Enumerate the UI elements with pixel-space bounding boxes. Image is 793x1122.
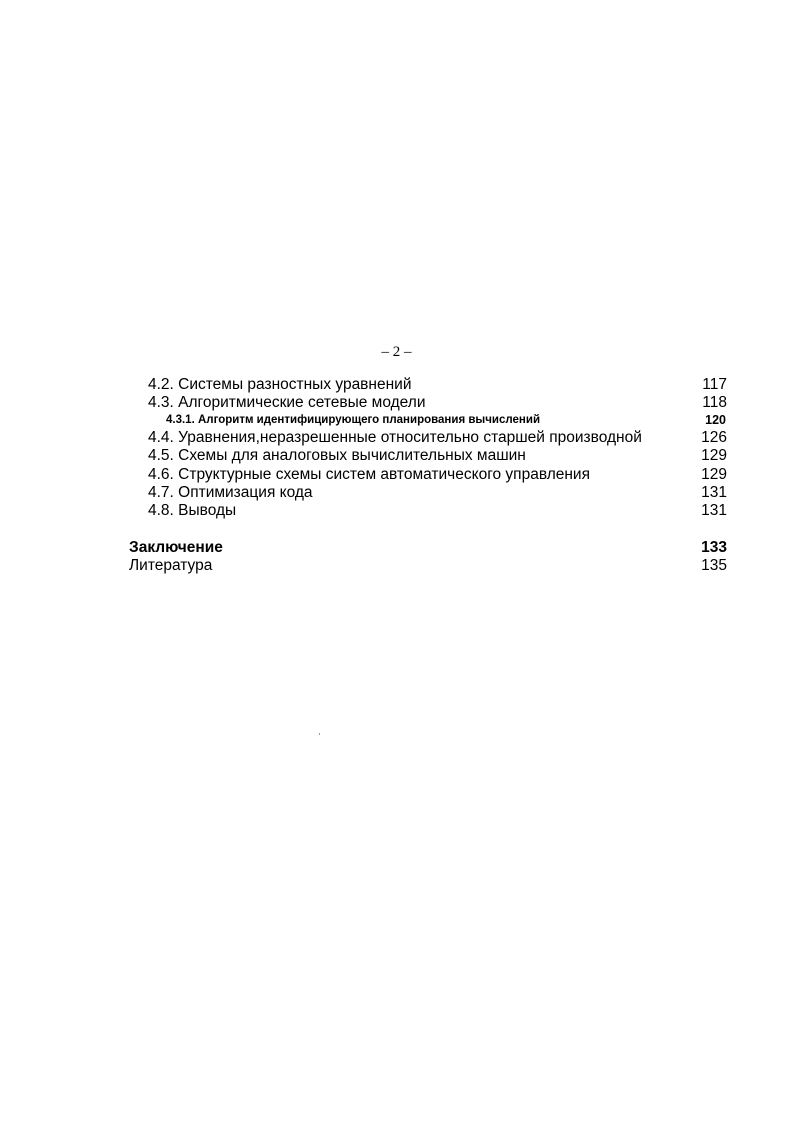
toc-entry-label: 4.3. Алгоритмические сетевые модели: [148, 394, 426, 411]
toc-entry-label: 4.2. Системы разностных уравнений: [148, 376, 412, 393]
toc-entry-label: 4.3.1. Алгоритм идентифицирующего планирования вычислений: [166, 414, 541, 426]
toc-entry-page: 135: [701, 557, 727, 574]
toc-entry-label: 4.6. Структурные схемы систем автоматического управления: [148, 466, 590, 483]
toc-entry-label: 4.4. Уравнения,неразрешенные относительно старшей производной: [148, 429, 642, 446]
toc-entry-page: 118: [702, 394, 727, 411]
toc-entry-label: Заключение: [129, 539, 223, 556]
toc-entry-label: 4.5. Схемы для аналоговых вычислительных машин: [148, 447, 526, 464]
toc-entry-page: 117: [702, 376, 727, 393]
toc-entry-page: 126: [701, 429, 727, 446]
toc-entry-page: 129: [701, 447, 727, 464]
page-number: – 2 –: [381, 344, 412, 360]
toc-entry-label: Литература: [129, 557, 213, 574]
toc-entry-label: 4.8. Выводы: [148, 502, 237, 519]
toc-entry-page: 120: [705, 413, 726, 427]
toc-entry-page: 129: [701, 466, 727, 483]
toc-entry-page: 131: [701, 484, 727, 501]
toc-entry-page: 133: [701, 539, 727, 556]
toc-entry-label: 4.7. Оптимизация кода: [148, 484, 313, 501]
toc-entry-page: 131: [701, 502, 727, 519]
scan-speck: [319, 733, 320, 735]
